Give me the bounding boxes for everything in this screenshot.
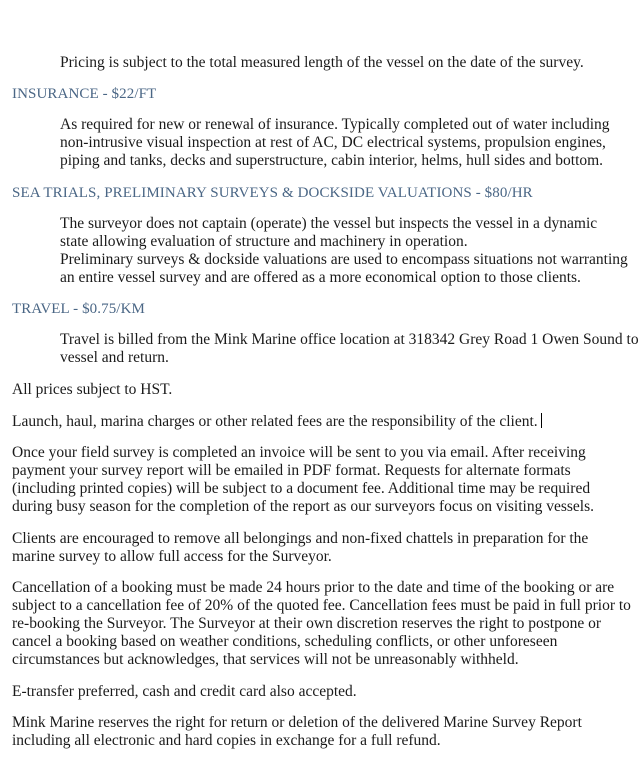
line-text: including all electronic and hard copies in exchange for a full refund.: [12, 732, 441, 749]
line-text: Clients are encouraged to remove all belongings and non-fixed chattels in preparation for the: [12, 530, 589, 547]
text-line: [12, 444, 594, 462]
line-text: state allowing evaluation of structure and machinery in operation.: [60, 233, 468, 250]
line-text: Once your field survey is completed an invoice will be sent to you via email. After receiving: [12, 444, 586, 461]
line-text: Preliminary surveys & dockside valuations are used to encompass situations not warranting: [60, 251, 628, 268]
text-line: [12, 683, 357, 701]
line-text: payment your survey report will be emailed in PDF format. Requests for alternate formats: [12, 462, 571, 479]
text-line: [12, 85, 156, 103]
line-text: cancel a booking based on weather conditions, scheduling conflicts, or other unforeseen: [12, 633, 558, 650]
section-heading: [12, 300, 145, 318]
text-line: [60, 54, 584, 72]
text-line: [12, 381, 172, 399]
text-line: [60, 134, 610, 152]
text-line: [12, 300, 145, 318]
text-line: [12, 548, 588, 566]
text-line: [60, 269, 628, 287]
paragraph: [12, 444, 594, 516]
line-text: Launch, haul, marina charges or other related fees are the responsibility of the client.: [12, 413, 538, 430]
text-line: [60, 233, 628, 251]
paragraph: [12, 714, 582, 750]
paragraph: [12, 530, 588, 566]
line-text: non-intrusive visual inspection at rest of AC, DC electrical systems, propulsion engines,: [60, 134, 606, 151]
section-heading: [12, 85, 156, 103]
paragraph: [60, 116, 610, 170]
line-text: piping and tanks, decks and superstructure, cabin interior, helms, hull sides and bottom.: [60, 152, 604, 169]
text-line: [60, 116, 610, 134]
paragraph: [60, 215, 628, 287]
text-line: [12, 480, 594, 498]
text-line: [12, 651, 631, 669]
paragraph: [12, 683, 357, 701]
line-text: All prices subject to HST.: [12, 381, 173, 398]
line-text: Travel is billed from the Mink Marine office location at 318342 Grey Road 1 Owen Sound to: [60, 331, 639, 348]
text-line: [12, 732, 582, 750]
text-line: [12, 633, 631, 651]
text-line: [12, 714, 582, 732]
text-line: [12, 597, 631, 615]
text-line: [60, 152, 610, 170]
paragraph: [12, 381, 172, 399]
text-line: [12, 413, 542, 431]
line-text: As required for new or renewal of insurance. Typically completed out of water including: [60, 116, 610, 133]
line-text: INSURANCE - $22/FT: [12, 86, 157, 102]
text-line: [60, 251, 628, 269]
text-line: [12, 530, 588, 548]
line-text: circumstances but acknowledges, that services will not be unreasonably withheld.: [12, 651, 519, 668]
line-text: Pricing is subject to the total measured length of the vessel on the date of the survey.: [60, 54, 584, 71]
text-line: [60, 349, 639, 367]
line-text: The surveyor does not captain (operate) the vessel but inspects the vessel in a dynamic: [60, 215, 598, 232]
text-line: [12, 462, 594, 480]
line-text: vessel and return.: [60, 349, 169, 366]
line-text: during busy season for the completion of the report as our surveyors focus on visiting vessels.: [12, 498, 595, 515]
paragraph: [12, 413, 542, 431]
text-line: [12, 579, 631, 597]
paragraph: [60, 331, 639, 367]
section-heading: [12, 184, 533, 202]
line-text: subject to a cancellation fee of 20% of the quoted fee. Cancellation fees must be paid in full prior to: [12, 597, 631, 614]
text-line: [60, 215, 628, 233]
line-text: TRAVEL - $0.75/KM: [12, 301, 145, 317]
paragraph: [12, 579, 631, 669]
text-line: [60, 331, 639, 349]
line-text: E-transfer preferred, cash and credit card also accepted.: [12, 683, 357, 700]
line-text: marine survey to allow full access for the Surveyor.: [12, 548, 332, 565]
paragraph: [60, 54, 584, 72]
line-text: (including printed copies) will be subject to a document fee. Additional time may be required: [12, 480, 591, 497]
text-line: [12, 184, 533, 202]
text-line: [12, 615, 631, 633]
line-text: Cancellation of a booking must be made 24 hours prior to the date and time of the booking or are: [12, 579, 615, 596]
text-cursor: [541, 413, 542, 428]
text-line: [12, 498, 594, 516]
line-text: SEA TRIALS, PRELIMINARY SURVEYS & DOCKSIDE VALUATIONS - $80/HR: [12, 185, 533, 201]
line-text: re-booking the Surveyor. The Surveyor at their own discretion reserves the right to postpone or: [12, 615, 602, 632]
line-text: an entire vessel survey and are offered as a more economical option to those clients.: [60, 269, 581, 286]
line-text: Mink Marine reserves the right for return or deletion of the delivered Marine Survey Report: [12, 714, 582, 731]
